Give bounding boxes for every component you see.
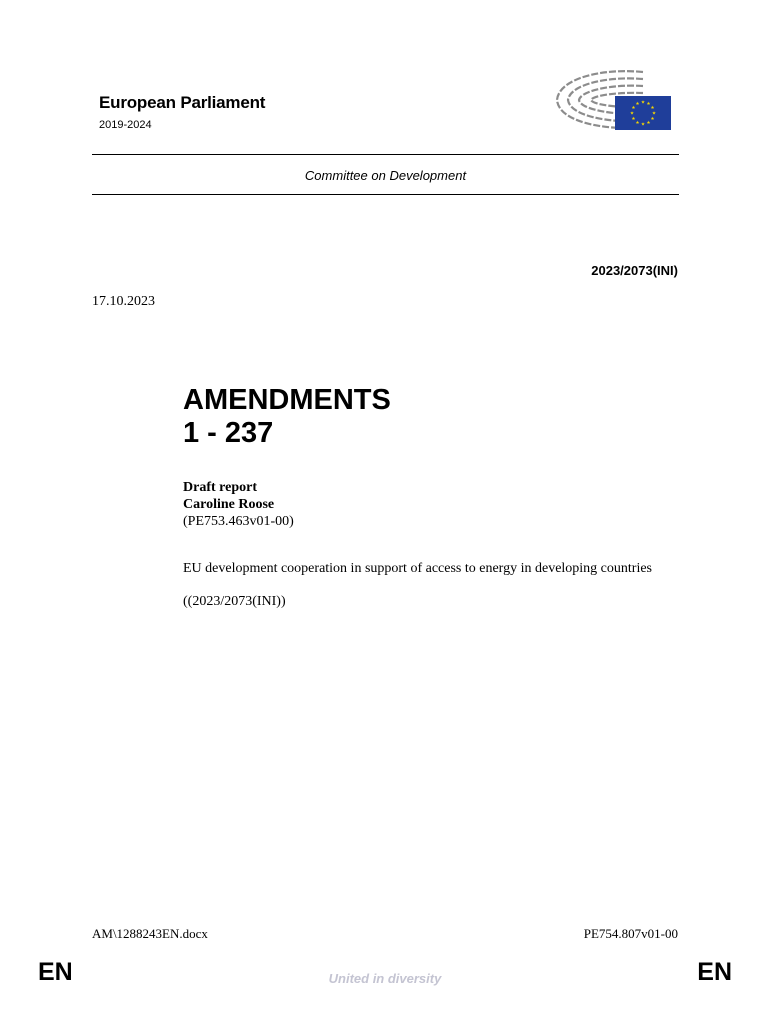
- document-reference: (PE753.463v01-00): [183, 514, 294, 529]
- document-type: Draft report: [183, 480, 257, 495]
- footer-file-name: AM\1288243EN.docx: [92, 926, 208, 941]
- committee-name: Committee on Development: [304, 168, 467, 183]
- subject-reference: ((2023/2073(INI)): [183, 594, 286, 609]
- language-code-left: EN: [38, 958, 73, 986]
- header-rule-top: [92, 154, 679, 155]
- procedure-number: 2023/2073(INI): [591, 263, 678, 278]
- institution-name: European Parliament: [99, 93, 266, 112]
- document-subject: EU development cooperation in support of access to energy in developing countries: [183, 561, 652, 576]
- title-line-amendments: AMENDMENTS: [183, 384, 391, 416]
- rapporteur-name: Caroline Roose: [183, 497, 275, 512]
- language-code-right: EN: [697, 958, 732, 986]
- header-rule-bottom: [92, 194, 679, 195]
- parliamentary-term: 2019-2024: [99, 119, 152, 131]
- footer-pe-number: PE754.807v01-00: [583, 926, 678, 941]
- document-title: [183, 384, 391, 450]
- title-line-range: 1 - 237: [183, 417, 274, 449]
- footer-motto: United in diversity: [328, 971, 442, 986]
- document-date: 17.10.2023: [92, 294, 155, 309]
- european-parliament-logo-icon: [553, 66, 673, 132]
